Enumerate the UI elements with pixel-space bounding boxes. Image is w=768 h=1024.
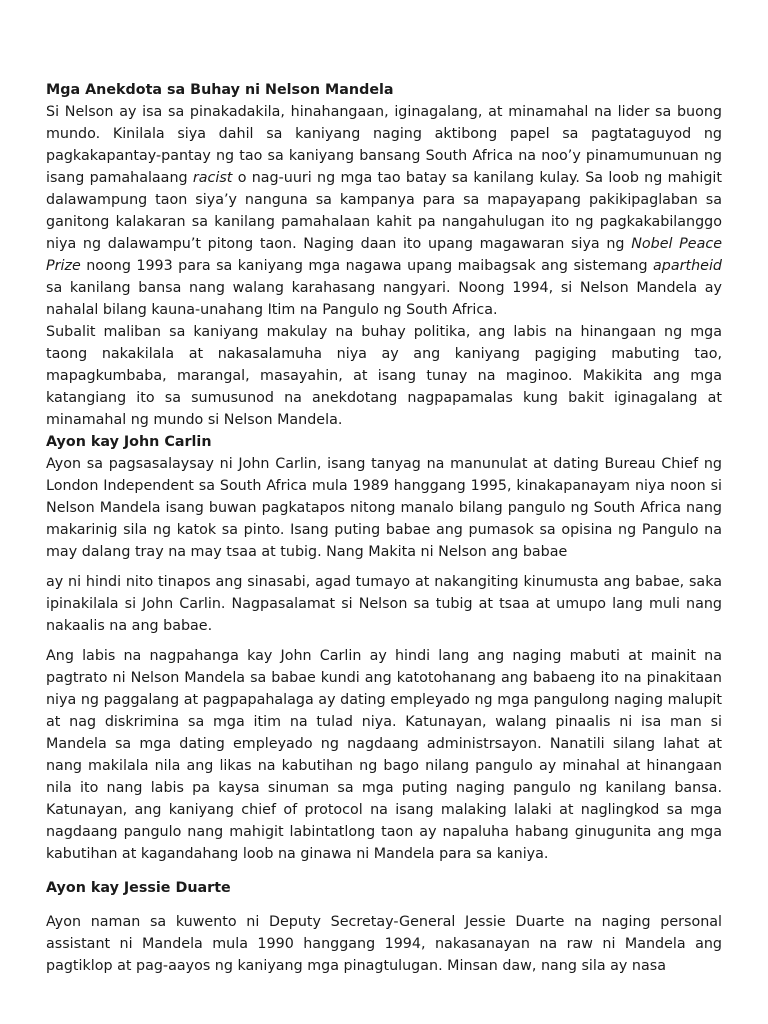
duarte-paragraph-1: Ayon naman sa kuwento ni Deputy Secretay-General Jessie Duarte na naging personal assistant ni Mandela mula 1990 hanggang 1994, nakasanayan na raw ni Mandela ang pagtiklop at pag-aayos ng kaniyang mga pinagtulugan. Minsan daw, nang sila ay nasa: [46, 914, 722, 974]
document-body: [46, 79, 722, 977]
intro-text-4: sa kanilang bansa nang walang karahasang nangyari. Noong 1994, si Nelson Mandela ay nahalal bilang kauna-unahang Itim na Pangulo ng South Africa.: [46, 280, 722, 318]
carlin-paragraph-1: Ayon sa pagsasalaysay ni John Carlin, isang tanyag na manunulat at dating Bureau Chief ng London Independent sa South Africa mula 1989 hanggang 1995, kinakapanayam niya noon si Nelson Mandela isang buwan pagkatapos nitong manalo bilang pangulo ng South Africa nang makarinig sila ng katok sa pinto. Isang puting babae ang pumasok sa opisina ng Pangulo na may dalang tray na may tsaa at tubig. Nang Makita ni Nelson ang babae: [46, 456, 722, 560]
intro-paragraph: [46, 101, 722, 321]
intro-text-2: o nag-uuri ng mga tao batay sa kanilang kulay. Sa loob ng mahigit dalawampung taon siya’y nanguna sa kampanya para sa mapayapang pakikipaglaban sa ganitong kalakaran sa kanilang pamahalaan kahit pa nangahulugan ito ng pagkakabilanggo niya ng dalawampu’t pitong taon. Naging daan ito upang magawaran siya ng: [46, 170, 722, 252]
intro-text-3: noong 1993 para sa kaniyang mga nagawa upang maibagsak ang sistemang: [80, 258, 653, 274]
carlin-paragraph-3: Ang labis na nagpahanga kay John Carlin ay hindi lang ang naging mabuti at mainit na pagtrato ni Nelson Mandela sa babae kundi ang katotohanang ang babaeng ito na pinakitaan niya ng paggalang at pagpapahalaga ay dating empleyado ng mga pangulong naging malupit at nag diskrimina sa mga itim na tulad niya. Katunayan, walang pinaalis ni isa man si Mandela sa mga dating empleyado ng nagdaang administrsayon. Nanatili silang lahat at nang makilala nila ang likas na kabutihan ng bago nilang pangulo ay minahal at hinangaan nila ito nang labis pa kaysa sinuman sa mga puting naging pangulo ng kanilang bansa. Katunayan, ang kaniyang chief of protocol na isang malaking lalaki at naglingkod sa mga nagdaang pangulo nang mahigit labintatlong taon ay napaluha habang ginugunita ang mga kabutihan at kagandahang loob na ginawa ni Mandela para sa kaniya.: [46, 648, 722, 862]
carlin-paragraph-2: ay ni hindi nito tinapos ang sinasabi, agad tumayo at nakangiting kinumusta ang babae, saka ipinakilala si John Carlin. Nagpasalamat si Nelson sa tubig at tsaa at umupo lang muli nang nakaalis na ang babae.: [46, 574, 722, 634]
intro-text-1: Si Nelson ay isa sa pinakadakila, hinahangaan, iginagalang, at minamahal na lider sa buong mundo. Kinilala siya dahil sa kaniyang naging aktibong papel sa pagtataguyod ng pagkakapantay-pantay ng tao sa kaniyang bansang South Africa na noo’y pinamumunuan ng isang pamahalaang: [46, 104, 722, 186]
document-title: Mga Anekdota sa Buhay ni Nelson Mandela: [46, 82, 394, 98]
paragraph-2: Subalit maliban sa kaniyang makulay na buhay politika, ang labis na hinangaan ng mga taong nakakilala at nakasalamuha niya ay ang kaniyang pagiging mabuting tao, mapagkumbaba, marangal, masayahin, at isang tunay na maginoo. Makikita ang mga katangiang ito sa sumusunod na anekdotang nagpapamalas kung bakit iginagalang at minamahal ng mundo si Nelson Mandela.: [46, 324, 722, 428]
intro-italic-racist: racist: [192, 170, 233, 186]
intro-italic-nobel: Nobel Peace Prize: [46, 236, 722, 274]
section-heading-jessie-duarte: Ayon kay Jessie Duarte: [46, 880, 231, 896]
section-heading-john-carlin: Ayon kay John Carlin: [46, 434, 212, 450]
intro-italic-apartheid: apartheid: [653, 258, 722, 274]
